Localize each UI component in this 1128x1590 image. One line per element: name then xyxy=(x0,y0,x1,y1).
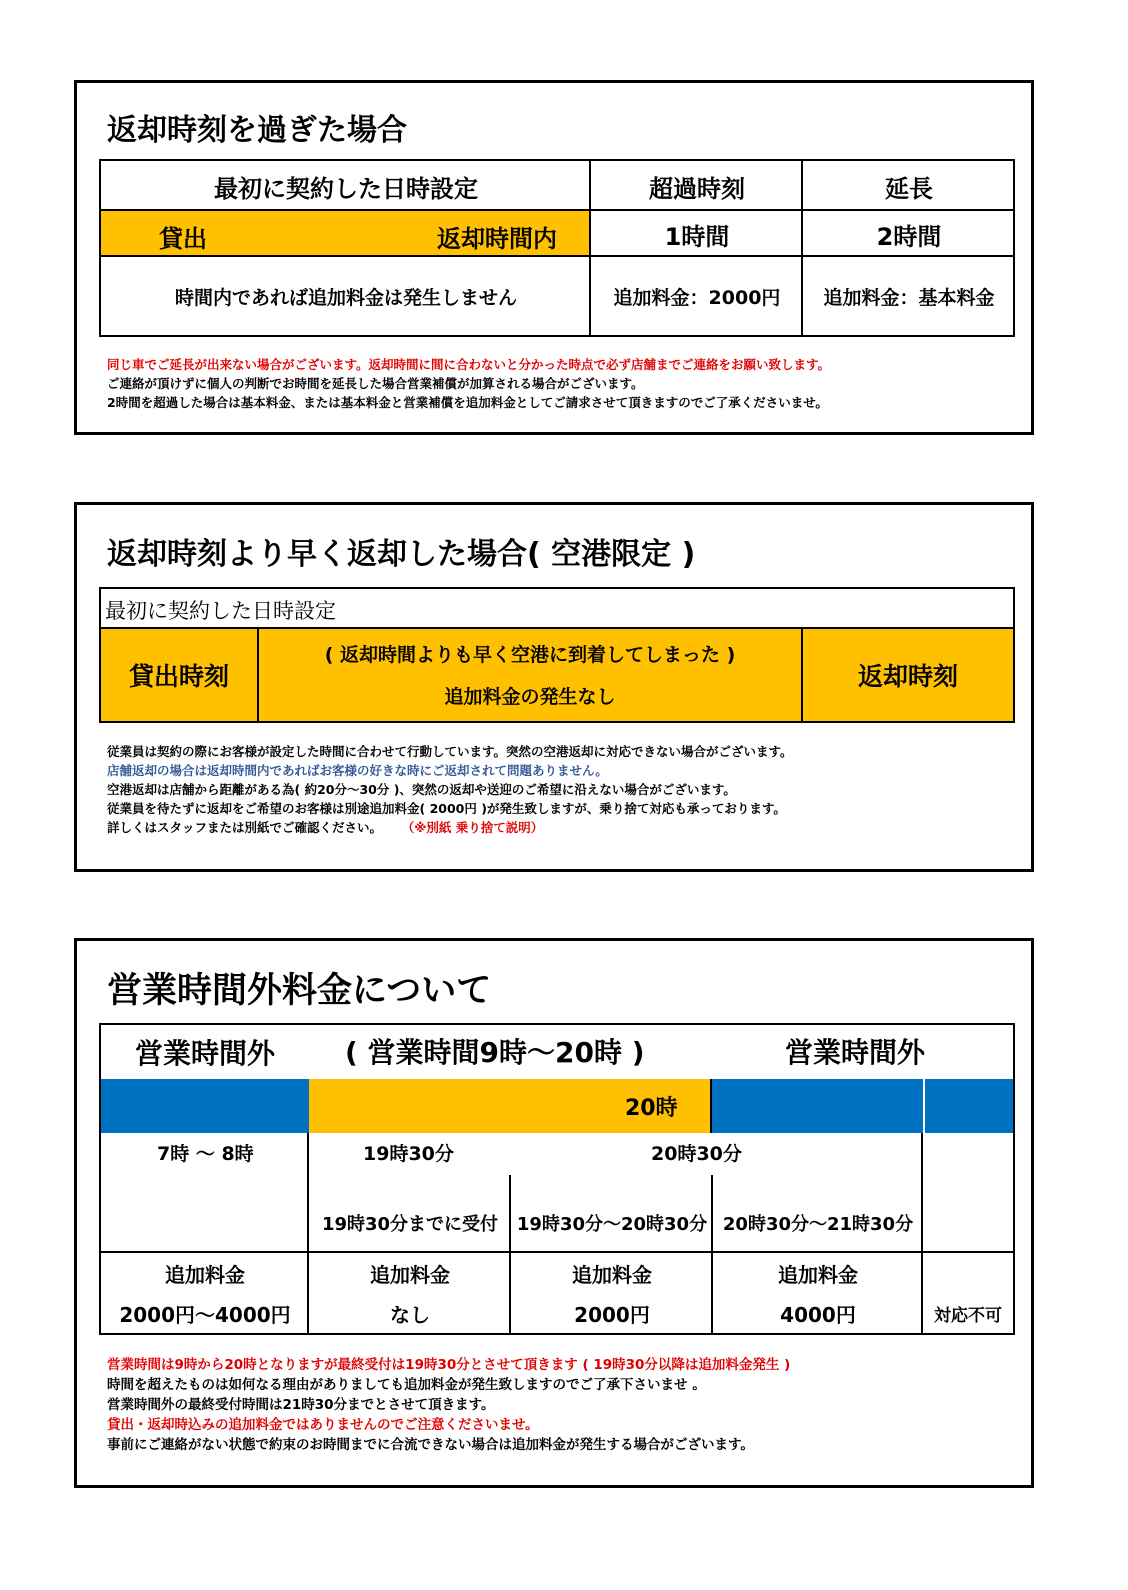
contract-header: 最初に契約した日時設定 xyxy=(105,599,336,623)
rent-time-label: 貸出時刻 xyxy=(128,662,229,691)
overtime-header: 超過時刻 xyxy=(649,174,745,203)
note-line: 事前にご連絡がない状態で約束のお時間までに合流できない場合は追加料金が発生する場合がございます。 xyxy=(107,1437,754,1453)
no-fee-text: 追加料金の発生なし xyxy=(444,685,616,708)
outside-hours-left: 営業時間外 xyxy=(134,1037,275,1070)
one-hour-label: 1時間 xyxy=(664,222,730,251)
fee-label: 追加料金 xyxy=(778,1262,858,1287)
divider xyxy=(101,1251,1015,1253)
within-return-label: 返却時間内 xyxy=(437,225,557,253)
early-return-title: 返却時刻より早く返却した場合( 空港限定 ) xyxy=(107,537,696,572)
divider xyxy=(257,627,259,721)
divider xyxy=(101,209,1015,211)
contract-header: 最初に契約した日時設定 xyxy=(214,174,478,203)
fee-value: 2000円 xyxy=(574,1302,650,1327)
divider xyxy=(589,161,591,335)
unavailable-text: 対応不可 xyxy=(934,1305,1002,1326)
divider xyxy=(921,1133,923,1333)
fee-label: 追加料金 xyxy=(165,1262,245,1287)
time-2030: 20時30分 xyxy=(651,1143,742,1165)
time-1930: 19時30分 xyxy=(363,1143,454,1165)
range-1930-2030: 19時30分～20時30分 xyxy=(516,1214,708,1235)
early-return-panel xyxy=(74,502,1034,872)
note-line: 営業時間外の最終受付時間は21時30分までとさせて頂きます。 xyxy=(107,1397,495,1413)
fee-cell-3 xyxy=(511,1253,713,1333)
fee-value: 2000円～4000円 xyxy=(119,1302,291,1327)
fee-cell-4 xyxy=(713,1253,923,1333)
note-line: 従業員は契約の際にお客様が設定した時間に合わせて行動しています。突然の空港返却に対応できない場合がございます。 xyxy=(107,744,793,759)
range-by-1930: 19時30分までに受付 xyxy=(321,1214,499,1235)
fee-label: 追加料金 xyxy=(572,1262,652,1287)
after-hours-title: 営業時間外料金について xyxy=(107,971,492,1011)
bar-outside-late xyxy=(712,1079,923,1133)
fee-2000-text: 追加料金：2000円 xyxy=(613,286,781,309)
two-hours-label: 2時間 xyxy=(876,222,942,251)
note-line: 同じ車でご延長が出来ない場合がございます。返却時間に間に合わないと分かった時点で必ず店舗までご連絡をお願い致します。 xyxy=(107,357,831,372)
early-arrival-text: ( 返却時間よりも早く空港に到着してしまった ) xyxy=(324,643,736,666)
after-hours-panel xyxy=(74,938,1034,1488)
note-line: 店舗返却の場合は返却時間内であればお客様の好きな時にご返却されて問題ありません。 xyxy=(107,763,608,778)
fee-value: なし xyxy=(390,1302,430,1327)
note-line: 時間を超えたものは如何なる理由がありましても追加料金が発生致しますのでご了承下さいませ 。 xyxy=(107,1377,706,1393)
bar-label-20: 20時 xyxy=(625,1096,678,1121)
note-line xyxy=(107,818,793,837)
bar-outside-early xyxy=(101,1079,309,1133)
late-return-panel xyxy=(74,80,1034,435)
range-2030-2130: 20時30分～21時30分 xyxy=(722,1214,914,1235)
after-hours-table xyxy=(99,1023,1015,1335)
early-middle xyxy=(259,629,801,721)
late-return-table xyxy=(99,159,1015,337)
note-line: 営業時間は9時から20時となりますが最終受付は19時30分とさせて頂きます ( 19時30分以降は追加料金発生 ) xyxy=(107,1357,791,1373)
late-return-title: 返却時刻を過ぎた場合 xyxy=(107,113,407,148)
note-text: 詳しくはスタッフまたは別紙でご確認ください。 xyxy=(107,820,383,835)
note-line: ご連絡が頂けずに個人の判断でお時間を延長した場合営業補償が加算される場合がございます。 xyxy=(107,376,644,391)
note-line: 2時間を超過した場合は基本料金、または基本料金と営業補償を追加料金としてご請求させて頂きますのでご了承くださいませ。 xyxy=(107,395,828,410)
fee-value: 4000円 xyxy=(780,1302,856,1327)
late-return-notes xyxy=(107,355,830,412)
divider xyxy=(509,1175,511,1333)
fee-label: 追加料金 xyxy=(370,1262,450,1287)
note-ref: （※別紙 乗り捨て説明） xyxy=(408,820,544,835)
business-hours-label: ( 営業時間9時～20時 ) xyxy=(345,1036,645,1069)
note-line: 貸出・返却時込みの追加料金ではありませんのでご注意くださいませ。 xyxy=(107,1417,539,1433)
fee-cell-1 xyxy=(101,1253,309,1333)
divider xyxy=(801,627,803,721)
rent-label: 貸出 xyxy=(159,225,207,253)
fee-base-text: 追加料金：基本料金 xyxy=(823,286,995,309)
note-line: 従業員を待たずに返却をご希望のお客様は別途追加料金( 2000円 )が発生致しますが、乗り捨て対応も承っております。 xyxy=(107,801,786,816)
divider xyxy=(101,255,1015,257)
time-7-8: 7時 ～ 8時 xyxy=(157,1143,254,1165)
divider xyxy=(101,627,1015,629)
return-time-label: 返却時刻 xyxy=(857,662,958,691)
note-line: 空港返却は店舗から距離がある為( 約20分～30分 )、突然の返却や送迎のご希望に沿えない場合がございます。 xyxy=(107,782,736,797)
early-return-notes xyxy=(107,742,793,837)
outside-hours-right: 営業時間外 xyxy=(785,1036,926,1069)
early-return-table xyxy=(99,587,1015,723)
divider xyxy=(801,161,803,335)
bar-unavailable xyxy=(925,1079,1013,1133)
divider xyxy=(711,1175,713,1333)
no-fee-text: 時間内であれば追加料金は発生しません xyxy=(174,286,517,309)
fee-cell-2 xyxy=(309,1253,511,1333)
after-hours-notes xyxy=(107,1355,790,1455)
divider xyxy=(710,1079,712,1133)
divider xyxy=(307,1133,309,1333)
extension-header: 延長 xyxy=(885,174,933,203)
